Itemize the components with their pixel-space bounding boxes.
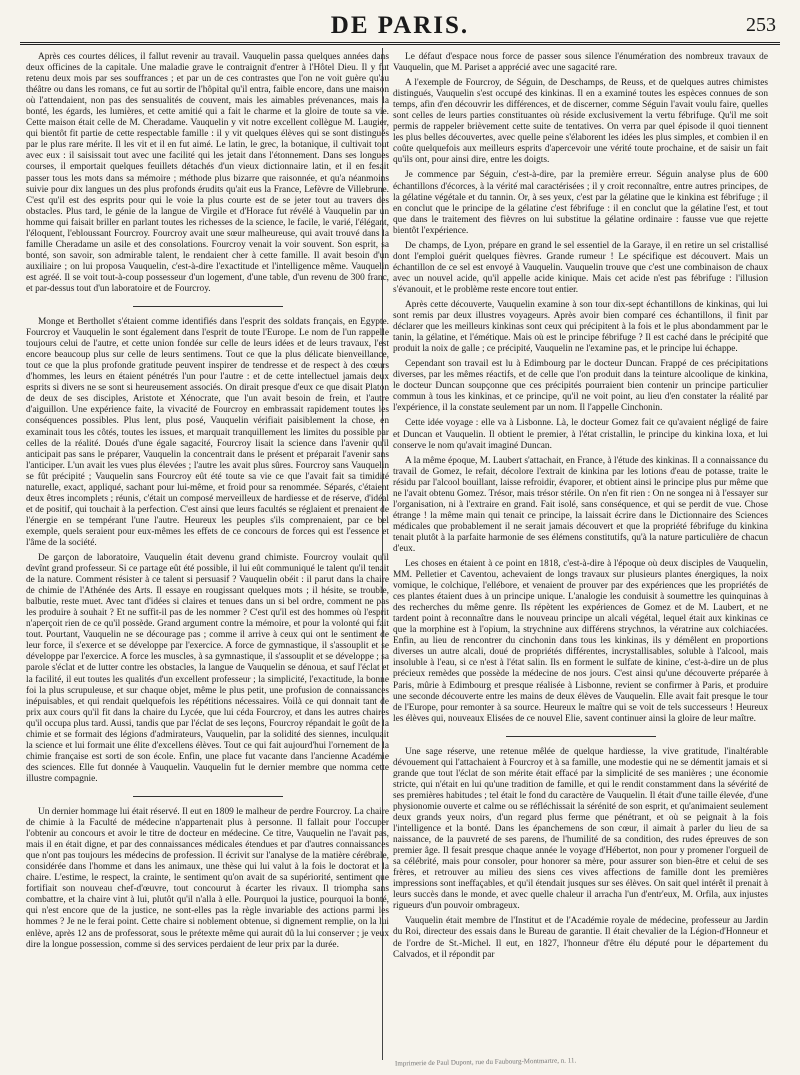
page-title: DE PARIS. [330, 12, 470, 39]
section-rule [133, 796, 283, 797]
paragraph: Je commence par Séguin, c'est-à-dire, par la première erreur. Séguin analyse plus de 600 échantillons d'écorces, à la vérité mal caractérisées ; il y croit reconnaître, entre autres principes, de la gélatine végétale et du tannin. Or, à ses yeux, c'est par la gélatine que le kinkina est fébrifuge ; il en conclut que le principe de la gélatine c'est fébrifuge : il en conclut que la gélatine l'est, et tout que dans le traitement des fièvres on lui substitue la gélatine ordinaire : fausse vue que rejette bientôt l'expérience. [393, 170, 768, 236]
right-column [393, 52, 768, 1052]
left-column [26, 52, 389, 1052]
paragraph: Monge et Berthollet s'étaient comme identifiés dans l'esprit des soldats français, en Egypte. Fourcroy et Vauquelin le sont également dans l'esprit de toute l'Europe. Le nom de l'un rappelle toujours celui de l'autre, et cette union fondée sur celle de leurs idées et de leurs travaux, l'est encore beaucoup plus sur celle de leurs sentimens. Tout ce que la plus délicate bienveillance, tout ce que la plus profonde gratitude peuvent inspirer de tendresse et de respect à des cœurs d'hommes, les leurs en étaient pénétrés l'un pour l'autre : et de cette intellectuel jamais deux esprits si divers ne se sont si heureusement associés. On dirait presque d'eux ce que disait Platon de deux de ses disciples, Aristote et Xénocrate, que l'un avait besoin de frein, et l'autre d'aiguillon. Une expérience faite, la vivacité de Fourcroy en embrassait rapidement toutes les conséquences possibles. Plus lent, plus posé, Vauquelin vérifiait paisiblement la chose, en examinait tous les côtés, toutes les issues, et marquait tranquillement les limites du possible par celles de la réalité. Doués d'une égale sagacité, Fourcroy lisait la science dans l'avenir qu'il anticipait pas sans le préparer, Vauquelin la concentrait dans le présent et préparait l'avenir sans l'anticiper. L'un avait les vues plus élevées ; l'autre les avait plus sûres. Fourcroy sans Vauquelin se fût précipité ; Vauquelin sans Fourcroy eût été toute sa vie ce que l'avait fait sa timidité naturelle, exact, appliqué, sachant pour lui-même, et froid pour sa renommée. Séparés, c'étaient deux êtres incomplets ; réunis, c'était un composé merveilleux de hardiesse et de réserve, d'idéal et de positif, qui touchait à la perfection. C'est ainsi que leurs facultés se réglaient et prenaient de l'énergie en se tempérant l'une l'autre. Heureux les peuples s'ils comprenaient, par ce bel exemple, quels seraient pour eux-mêmes les effets de ce concours de forces qui est l'essence et l'âme de la société. [26, 317, 389, 548]
paragraph: A l'exemple de Fourcroy, de Séguin, de Deschamps, de Reuss, et de quelques autres chimistes distingués, Vauquelin s'est occupé des kinkinas. Il en a examiné toutes les espèces connues de son temps, afin d'en découvrir les différences, et de discerner, comme Séguin l'avait voulu faire, quelles sont celles de leurs parties constituantes où réside exclusivement la vertu fébrifuge. Qu'il me soit permis de rappeler brièvement cette suite de tentatives. On verra par quel épisode il quoi tiennent les plus belles découvertes, avec quelle peine s'élaborent les idées les plus simples, et combien il en coûte quelquefois aux meilleurs esprits d'apercevoir une vérité toute prochaine, et de saisir un fait qu'ils ont, pour ainsi dire, entre les doigts. [393, 78, 768, 166]
section-rule [133, 306, 283, 307]
paragraph: Un dernier hommage lui était réservé. Il eut en 1809 le malheur de perdre Fourcroy. La chaire de chimie à la Faculté de médecine n'appartenait plus à personne. Il fallait pour l'occuper l'obtenir au concours et avoir le titre de docteur en médecine. Ce titre, Vauquelin ne l'avait pas, mais il en était digne, et par des connaissances médicales étendues et par d'autres connaissances que n'ont pas toujours les médecins de profession. Il écrivit sur l'analyse de la matière cérébrale, considérée dans l'homme et dans les animaux, une thèse qui lui valut à la fois le doctorat et la chaire. L'estime, le respect, la crainte, le sentiment qu'on avait de sa supériorité, sentiment que fortifiait son nouveau chef-d'œuvre, tout concourut à écarter les rivaux. Il triompha sans combattre, et la chaire vint à lui, plutôt qu'il n'alla à elle. Pourquoi la justice, pourquoi la bonté, qui n'est encore que de la justice, ne sont-elles pas la règle invariable des actions parmi les hommes ? Je ne le ferai point. Cette chaire si noblement obtenue, si dignement remplie, on la lui enlève, après 12 ans de professorat, sous le prétexte même qui aurait dû la lui conserver ; je veux dire la longue possession, comme si des services perdaient de leur prix par la durée. [26, 807, 389, 950]
section-rule [506, 736, 656, 737]
paragraph: De garçon de laboratoire, Vauquelin était devenu grand chimiste. Fourcroy voulait qu'il devînt grand professeur. Si ce partage eût été possible, il lui eût communiqué le talent qu'il tenait de la nature. Comment résister à ce talent si persuasif ? Vauquelin obéit : il parut dans la chaire de chimie de l'Athénée des Arts. Il essaye en rougissant quelques mots ; il hésite, se trouble, balbutie, reste muet. Avec tant d'idées si claires et tenues dans un si bel ordre, comment ne pas les produire à souhait ? Et ne suffit-il pas de les nommer ? C'est qu'il est des hommes où l'esprit n'aperçoit rien de ce qu'il possède. Grand argument contre la mémoire, et pour la volonté qui fait tout. Pourtant, Vauquelin ne se décourage pas ; comme il arrive à ceux qui ont le sentiment de leur force, il s'exerce et se développe par l'exercice. A force de gymnastique, il s'assouplit et se développe par l'exercice. A force les muscles, à sa gymnastique, il s'assouplit et se développe ; sa parole s'éclat et de lutter contre les obstacles, la langue de Vauquelin se dénoua, et sauf l'éclat et la facilité, il eut toutes les qualités d'un excellent professeur ; la simplicité, l'exactitude, la bonne foi la plus scrupuleuse, et sur chaque objet, même le plus petit, une profusion de connaissances inépuisables, et qui rendait quelquefois les répétitions nécessaires. Voilà ce qui donnait tant de prix aux cours qu'il fit dans la chaire du Lycée, que lui céda Fourcroy, et dans les autres chaires qu'il occupa plus tard. Aussi, tandis que par l'éclat de ses leçons, Fourcroy répandait le goût de la chimie et se formait des légions d'admirateurs, Vauquelin, par la solidité des siennes, inculquait la science et lui formait une élite d'excellens élèves. Tout ce qui fait aujourd'hui l'ornement de la chimie française est sorti de son école. Enfin, une place fut vacante dans l'ancienne Académie des sciences. Elle fut donnée à Vauquelin. Vauquelin fut le dernier membre que nomma cette illustre compagnie. [26, 553, 389, 784]
paragraph: Après ces courtes délices, il fallut revenir au travail. Vauquelin passa quelques années dans deux officines de la capitale. Une maladie grave le contraignit d'entrer à l'Hôtel Dieu. Il y fut retenu deux mois par ses souffrances ; et par un de ces contrastes que l'on ne voit guère qu'au théâtre ou dans les romans, ce fut au sortir de l'hôpital qu'il entra, faible encore, dans une maison où l'attendaient, non pas des sensualités de couvent, mais les aimables prévenances, mais la bonté, les égards, les lumières, et cette amitié qui a fait le charme et la gloire de toute sa vie. Cette maison était celle de M. Cheradame. Vauquelin y vit notre excellent collègue M. Laugier, qui bientôt fit partie de cette respectable famille : il y vit quelques élèves qui se sont distingués par le plus rare mérite. Il les vit et il en fut aimé. Le latin, le grec, la botanique, il cultivait tout avec eux : il saisissait tout avec une facilité qui les jetait dans l'étonnement. Dans ses longues courses, il emportait quelques feuillets détachés d'un vieux dictionnaire latin, et il en fesait passer tous les mots dans sa mémoire ; méthode plus bizarre que raisonnée, et qu'a néanmoins suivie pour dix langues un des plus profonds érudits qu'ait eus la France, Lefèvre de Villebrune. C'est qu'il est des esprits pour qui le voie la plus courte est de se jeter tout au travers des obstacles. Plus tard, le génie de la langue de Virgile et d'Horace fut révélé à Vauquelin par un homme qui faisait briller en parlant toutes les richesses de la science, le facile, le varié, l'élégant, l'éloquent, l'ebloussant Fourcroy. Fourcroy avait une sœur malheureuse, qui avait trouvé dans la famille Cheradame un asile et des consolations. Fourcroy venait la voir souvent. Son esprit, sa bonté, son savoir, son admirable talent, le rendaient cher à cette famille. Il avait besoin d'un auxiliaire ; on lui proposa Vauquelin, c'est-à-dire l'exactitude et l'intelligence même. Vauquelin est agréé. Il se voit tout-à-coup possesseur d'un logement, d'une table, d'un revenu de 300 franc, et par-dessus tout d'un laboratoire et de Fourcroy. [26, 52, 389, 294]
paragraph: De champs, de Lyon, prépare en grand le sel essentiel de la Garaye, il en retire un sel cristallisé dont l'emploi guérit quelques fièvres. Grande rumeur ! Le spécifique est découvert. Mais un échantillon de ce sel est envoyé à Vauquelin. Vauquelin trouve que c'est une combinaison de chaux avec un nouvel acide, qu'il appelle acide kinique. Mais cet acide n'est pas fébrifuge : l'illusion s'évanouit, et le problème reste encore tout entier. [393, 240, 768, 295]
page-header [20, 10, 780, 45]
page-number: 253 [746, 14, 776, 36]
printer-imprint: Imprimerie de Paul Dupont, rue du Faubourg-Montmartre, n. 11. [394, 1056, 577, 1068]
paragraph: Cependant son travail est lu à Edimbourg par le docteur Duncan. Frappé de ces précipitations diverses, par les mêmes réactifs, et de celle que l'on produit dans la teinture alcoolique de kinkina, le docteur Duncan soupçonne que ces précipités pourraient bien contenir un principe particulier commun à tous les kinkinas, et ce principe, qu'il ne voit point, au lieu d'en constater la réalité par l'expérience, il la constate seulement par un nom. Il l'appelle Cinchonin. [393, 359, 768, 414]
paragraph: Cette idée voyage : elle va à Lisbonne. Là, le docteur Gomez fait ce qu'avaient négligé de faire et Duncan et Vauquelin. Il obtient le premier, à l'état cristallin, le principe du kinkina loxa, et lui conserve le nom qu'avait imaginé Duncan. [393, 418, 768, 451]
paragraph: Après cette découverte, Vauquelin examine à son tour dix-sept échantillons de kinkinas, qui lui sont remis par deux illustres voyageurs. Après avoir bien comparé ces échantillons, il finit par déclarer que les meilleurs kinkinas sont ceux qui précipitent à la fois et le plus abondamment par le tanin, la gélatine, et l'émétique. Mais où est le principe fébrifuge ? Il est caché dans le précipité que produit la noix de galle ; ce précipité, Vauquelin ne l'examine pas, et le principe lui échappe. [393, 299, 768, 355]
paragraph: A la même époque, M. Laubert s'attachait, en France, à l'étude des kinkinas. Il a connaissance du travail de Gomez, le refait, décolore l'extrait de kinkina par les lotions d'eau de potasse, traite le résidu par l'alcool bouillant, laisse refroidir, évaporer, et obtient ainsi le principe plus pur même que ne l'avait obtenu Gomez. Trésor, mais trésor stérile. On n'en fit rien : On ne songea ni à l'essayer sur l'organisation, ni à l'extraire en grand. Fait isolé, sans conséquence, et qui se perdit de vue. Chose étrange ! la même main qui tenait ce principe, la laissait écrire dans le Dictionnaire des Sciences médicales que probablement il ne serait jamais découvert et que la propriété fébrifuge du kinkina tenait plutôt à la parfaite harmonie de ses élémens constitutifs, qu'à la nature particulière de chacun d'eux. [393, 455, 768, 554]
paragraph: Les choses en étaient à ce point en 1818, c'est-à-dire à l'époque où deux disciples de Vauquelin, MM. Pelletier et Caventou, achevaient de longs travaux sur plusieurs plantes énergiques, la noix vomique, le colchique, l'ellébore, et venaient de prouver par des expériences que les propriétés de ces plantes étaient dues à un principe unique. L'analogie les conduisit à soumettre les quinquinas à des recherches du même genre. Ils répètent les expériences de Gomez et de M. Laubert, et ne tardent point à reconnaître dans le nouveau principe un alcali végétal, lequel était aux kinkinas ce que la morphine est à l'opium, la strychnine aux différens strychnos, la vératrine aux colchiacées. Enfin, au lieu de rencontrer du cinchonin dans tous les kinkinas, ils y démêlent en proportions diverses un autre alcali, doué de propriétés différentes, incrystallisables, soluble à l'alcool, mais insoluble à l'eau, si ce n'est à l'état salin. Ils en forment le sulfate de kinine, c'est-à-dire un de plus précieux remèdes que possède la médecine de nos jours. C'est ainsi qu'une découverte préparée à Paris, mûrie à Edimbourg et presque réalisée à Lisbonne, revient se confirmer à Paris, et produire une seconde découverte entre les mains de deux élèves de Vauquelin. Elle avait fait presque le tour de l'Europe, pour remonter à sa source. Heureux le maître qui se voit de tels successeurs ! Heureux les élèves qui, nouveaux Elisées de ce nouvel Elie, savent continuer ainsi la gloire de leur maître. [393, 559, 768, 724]
paragraph: Le défaut d'espace nous force de passer sous silence l'énumération des nombreux travaux de Vauquelin, que M. Pariset a apprécié avec une sagacité rare. [393, 52, 768, 74]
paragraph: Une sage réserve, une retenue mêlée de quelque hardiesse, la vive gratitude, l'inaltérable dévouement qui l'attachaient à Fourcroy et à sa famille, une modestie qui ne se démentit jamais et si grande que tout l'éclat de son mérite était effacé par la simplicité de ses manières ; une économie stricte, qui n'était en lui qu'une tradition de famille, et qui le rendit constamment dans la sévérité de ses premières habitudes ; tel était le fond du caractère de Vauquelin. Il était d'une taille élevée, d'une physionomie ouverte et calme ou se réfléchissait la sérénité de son esprit, et qu'animaient seulement deux grands yeux noirs, d'un regard plus ferme que pénétrant, et où se peignait à la fois l'intelligence et la bonté. Dans les épanchemens de son cœur, il aimait à parler du lieu de sa naissance, de la pauvreté de ses parens, de l'humilité de sa condition, des rudes épreuves de son premier âge. Il fesait presque chaque année le voyage d'Hébertot, non pour y promener l'orgueil de sa célébrité, mais pour consoler, pour honorer sa mère, pour assurer son bien-être et celui de ses frères, et retrouver au milieu des siens ces vives affections de famille dont les premières impressions sont ineffaçables, et qu'il étendait jusques sur ses élèves. On sait quel intérêt il prenait à leurs succès dans le monde, et avec quelle chaleur il arracha l'un d'entr'eux, M. Orfila, aux injustes rigueurs d'un pouvoir ombrageux. [393, 746, 768, 912]
paragraph: Vauquelin était membre de l'Institut et de l'Académie royale de médecine, professeur au Jardin du Roi, directeur des essais dans le Bureau de garantie. Il était chevalier de la Légion-d'Honneur et de l'ordre de St.-Michel. Il eut, en 1827, l'honneur d'être élu député pour le département du Calvados, et il répondit par [393, 916, 768, 960]
